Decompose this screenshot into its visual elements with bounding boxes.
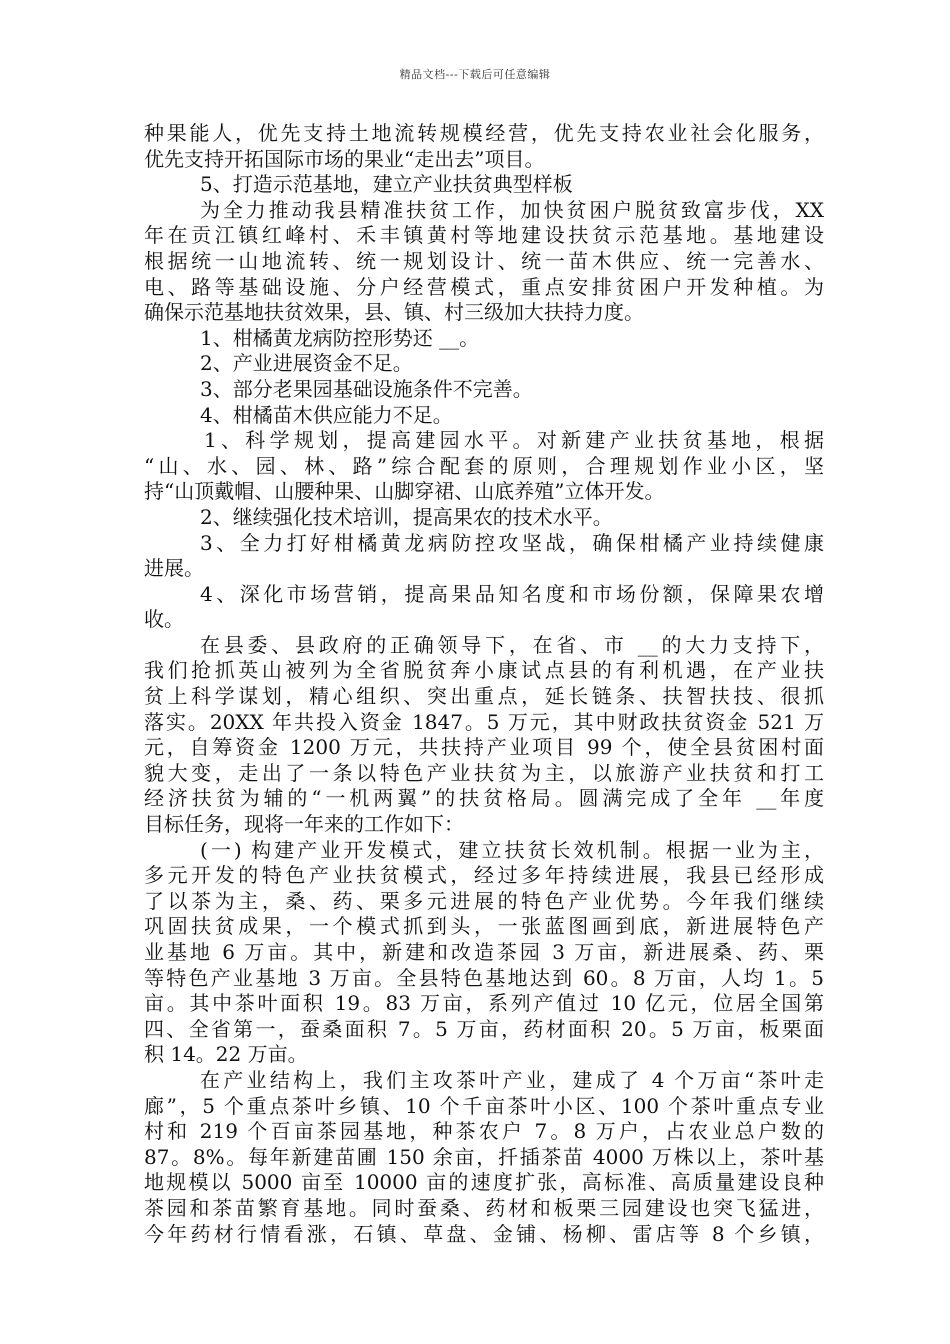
- text-line: 贫上科学谋划，精心组织、突出重点，延长链条、扶智扶技、很抓: [144, 684, 824, 709]
- text-line: 经济扶贫为辅的“一机两翼”的扶贫格局。圆满完成了全年 __年度: [144, 786, 824, 811]
- text-line: 2、产业进展资金不足。: [200, 351, 413, 376]
- text-line: 2、继续强化技术培训，提高果农的技术水平。: [200, 504, 613, 529]
- text-line: 落实。20XX 年共投入资金 1847。5 万元，其中财政扶贫资金 521 万: [144, 709, 824, 734]
- text-line: 积 14。22 万亩。: [144, 1042, 308, 1067]
- text-line: 茶园和茶苗繁育基地。同时蚕桑、药材和板栗三园建设也突飞猛进，: [144, 1195, 824, 1220]
- text-line: 多元开发的特色产业扶贫模式，经过多年持续进展，我县已经形成: [144, 863, 824, 888]
- text-line: 为全力推动我县精准扶贫工作，加快贫困户脱贫致富步伐，XX: [200, 197, 824, 222]
- text-line: (一) 构建产业开发模式，建立扶贫长效机制。根据一业为主，: [200, 837, 824, 862]
- text-line: 四、全省第一，蚕桑面积 7。5 万亩，药材面积 20。5 万亩，板栗面: [144, 1016, 824, 1041]
- text-line: 4、柑橘苗木供应能力不足。: [200, 402, 453, 427]
- text-line: 貌大变，走出了一条以特色产业扶贫为主，以旅游产业扶贫和打工: [144, 760, 824, 785]
- text-line: 电、路等基础设施、分户经营模式，重点安排贫困户开发种植。为: [144, 274, 824, 299]
- text-line: 廊”，5 个重点茶叶乡镇、10 个千亩茶叶小区、100 个茶叶重点专业: [144, 1093, 824, 1118]
- text-line: 今年药材行情看涨，石镇、草盘、金铺、杨柳、雷店等 8 个乡镇，: [144, 1221, 824, 1246]
- text-line: 种果能人，优先支持土地流转规模经营，优先支持农业社会化服务，: [144, 121, 824, 145]
- text-line: “山、水、园、林、路”综合配套的原则，合理规划作业小区，坚: [144, 453, 824, 478]
- text-line: 根据统一山地流转、统一规划设计、统一苗木供应、统一完善水、: [144, 248, 824, 273]
- text-line: 持“山顶戴帽、山腰种果、山脚穿裙、山底养殖”立体开发。: [144, 479, 665, 504]
- text-line: 了以茶为主，桑、药、栗多元进展的特色产业优势。今年我们继续: [144, 888, 824, 913]
- text-line: 4、深化市场营销，提高果品知名度和市场份额，保障果农增: [200, 581, 824, 606]
- page-header: 精品文档---下载后可任意编辑: [399, 68, 551, 81]
- text-line: 亩。其中茶叶面积 19。83 万亩，系列产值过 10 亿元，位居全国第: [144, 991, 824, 1016]
- text-line: 1、科学规划，提高建园水平。对新建产业扶贫基地，根据: [204, 428, 824, 453]
- text-line: 在产业结构上，我们主攻茶叶产业，建成了 4 个万亩“茶叶走: [200, 1067, 824, 1092]
- text-line: 确保示范基地扶贫效果，县、镇、村三级加大扶持力度。: [144, 300, 644, 325]
- text-line: 元，自筹资金 1200 万元，共扶持产业项目 99 个，使全县贫困村面: [144, 735, 824, 760]
- document-body: [144, 121, 824, 1247]
- text-line: 我们抢抓英山被列为全省脱贫奔小康试点县的有利机遇，在产业扶: [144, 658, 824, 683]
- text-line: 业基地 6 万亩。其中，新建和改造茶园 3 万亩，新进展桑、药、栗: [144, 940, 824, 964]
- text-line: 村和 219 个百亩茶园基地，种茶农户 7。8 万户，占农业总户数的: [144, 1119, 824, 1144]
- text-line: 3、部分老果园基础设施条件不完善。: [200, 376, 533, 401]
- text-line: 优先支持开拓国际市场的果业“走出去”项目。: [144, 146, 545, 171]
- text-line: 5、打造示范基地，建立产业扶贫典型样板: [200, 172, 573, 197]
- text-line: 巩固扶贫成果，一个模式抓到头，一张蓝图画到底，新进展特色产: [144, 914, 824, 939]
- text-line: 3、全力打好柑橘黄龙病防控攻坚战，确保柑橘产业持续健康: [200, 530, 824, 555]
- text-line: 等特色产业基地 3 万亩。全县特色基地达到 60。8 万亩，人均 1。5: [144, 965, 824, 990]
- text-line: 收。: [144, 607, 184, 632]
- text-line: 1、柑橘黄龙病防控形势还 __。: [200, 325, 480, 350]
- text-line: 进展。: [144, 556, 204, 581]
- text-line: 目标任务，现将一年来的工作如下：: [144, 812, 464, 837]
- text-line: 在县委、县政府的正确领导下，在省、市 __的大力支持下，: [200, 632, 824, 657]
- text-line: 87。8%。每年新建苗圃 150 余亩，扦插茶苗 4000 万株以上，茶叶基: [144, 1144, 824, 1169]
- text-line: 地规模以 5000 亩至 10000 亩的速度扩张，高标准、高质量建设良种: [144, 1170, 824, 1195]
- text-line: 年在贡江镇红峰村、禾丰镇黄村等地建设扶贫示范基地。基地建设: [144, 223, 824, 248]
